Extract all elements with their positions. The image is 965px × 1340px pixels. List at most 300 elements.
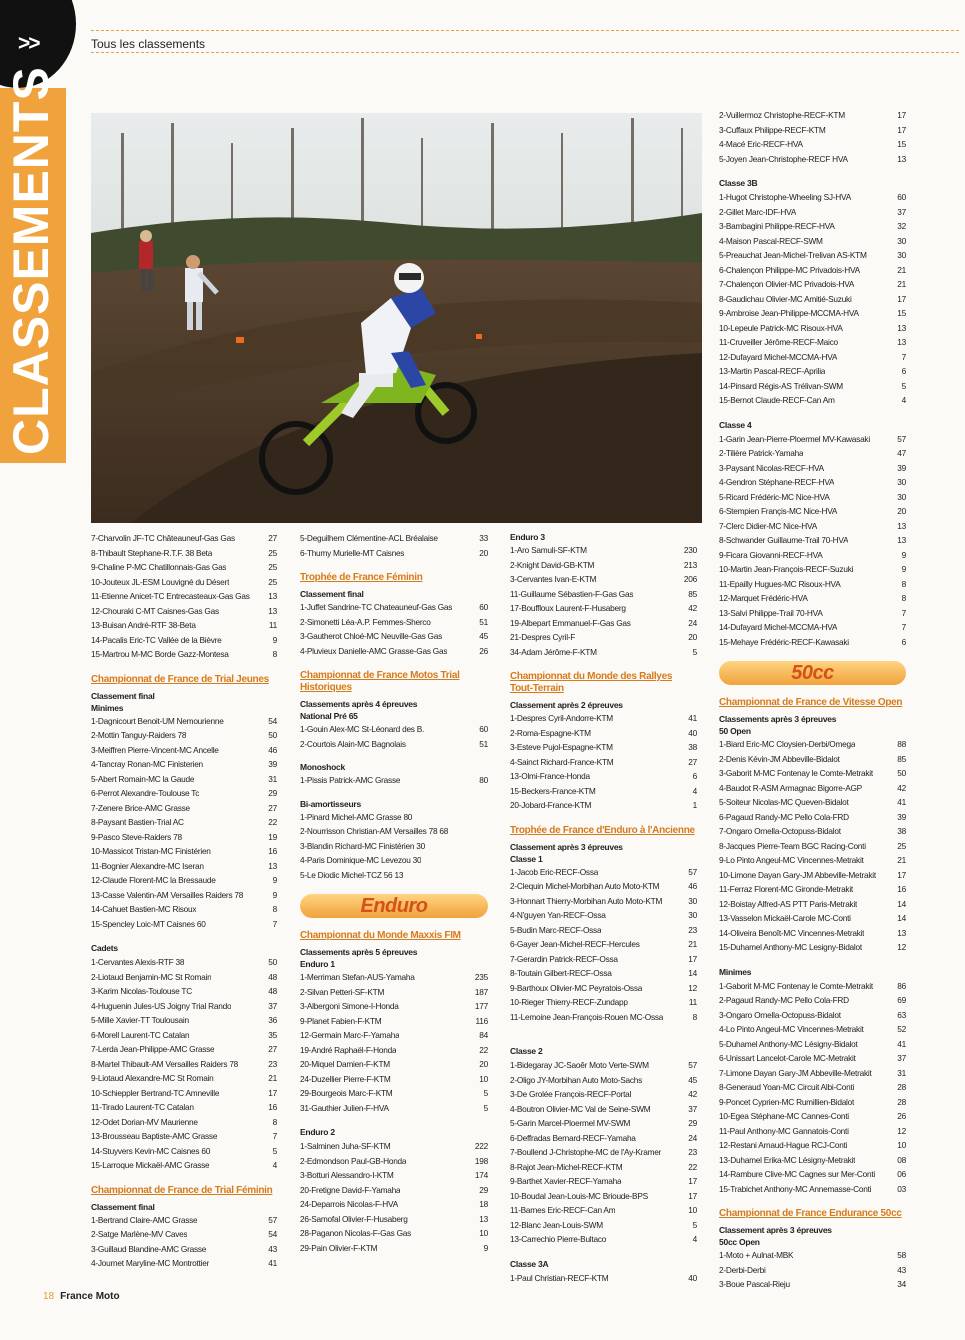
competitor-name: 1-Hugot Christophe-Wheeling SJ-HVA bbox=[719, 192, 851, 202]
points-value: 18 bbox=[479, 1199, 488, 1209]
spacer bbox=[510, 1024, 697, 1034]
points-value: 17 bbox=[688, 1190, 697, 1201]
competitor-name: 4-Sainct Richard-France-KTM bbox=[510, 756, 614, 767]
competitor-name: 2-Roma-Espagne-KTM bbox=[510, 727, 591, 738]
competitor-name: 9-Ficara Giovanni-RECF-HVA bbox=[719, 549, 823, 560]
points-value: 9 bbox=[483, 1242, 488, 1253]
points-value: 8 bbox=[272, 904, 277, 914]
result-row bbox=[719, 1263, 906, 1278]
points-value: 32 bbox=[897, 221, 906, 231]
points-value: 17 bbox=[897, 124, 906, 135]
competitor-name: 4-Maison Pascal-RECF-SWM bbox=[719, 235, 823, 246]
points-value: 37 bbox=[897, 1053, 906, 1063]
classification-subheading: Enduro 1 bbox=[300, 959, 335, 969]
competitor-name: 6-Chalençon Philippe-MC Privadois-HVA bbox=[719, 264, 860, 275]
result-row bbox=[91, 1129, 277, 1144]
result-row bbox=[719, 277, 906, 292]
competitor-name: 3-Meiffren Pierre-Vincent-MC Ancelle bbox=[91, 744, 219, 755]
result-row bbox=[91, 1158, 277, 1173]
competitor-name: 4-Huguenin Jules-US Joigny Trial Rando bbox=[91, 1000, 232, 1011]
points-value: 54 bbox=[268, 1229, 277, 1239]
competitor-name: 4-Lo Pinto Angeul-MC Vincennes-Metrakit bbox=[719, 1024, 864, 1034]
result-row bbox=[91, 1042, 277, 1057]
motocross-rider-image bbox=[91, 113, 702, 523]
competitor-name: 3-De Grolée François-RECF-Portal bbox=[510, 1089, 632, 1099]
result-row bbox=[719, 137, 906, 152]
competitor-name: 14-Cahuet Bastien-MC Risoux bbox=[91, 904, 197, 914]
competitor-name: 20-Jobard-France-KTM bbox=[510, 800, 592, 810]
points-value: 46 bbox=[268, 744, 277, 755]
points-value: 13 bbox=[897, 153, 906, 164]
competitor-name: 1-Salminen Juha-SF-KTM bbox=[300, 1141, 391, 1151]
points-value: 20 bbox=[897, 506, 906, 516]
competitor-name: 7-Limone Dayan Gary-JM Abbeville-Metrakit bbox=[719, 1067, 872, 1078]
points-value: 42 bbox=[688, 1089, 697, 1099]
classification-subheading: Classement après 3 épreuves bbox=[719, 1225, 832, 1235]
competitor-name: 1-Paul Christian-RECF-KTM bbox=[510, 1272, 609, 1283]
result-row bbox=[300, 824, 488, 839]
result-row bbox=[719, 1008, 906, 1023]
result-row bbox=[719, 766, 906, 781]
competitor-name: 4-Paris Dominique-MC Levezou 30 bbox=[300, 855, 422, 865]
competitor-name: 8-Generaud Yoan-MC Circuit Albi-Conti bbox=[719, 1082, 855, 1092]
result-row bbox=[510, 1145, 697, 1160]
classification-subheading: National Pré 65 bbox=[300, 711, 358, 721]
points-value: 13 bbox=[268, 591, 277, 601]
competitor-name: 6-Stempien Françis-MC Nice-HVA bbox=[719, 506, 838, 516]
result-row bbox=[719, 504, 906, 519]
points-value: 10 bbox=[897, 1140, 906, 1150]
page-header-title: Tous les classements bbox=[91, 37, 206, 51]
points-value: 8 bbox=[272, 649, 277, 659]
results-column-4 bbox=[719, 108, 906, 1292]
points-value: 60 bbox=[897, 192, 906, 202]
points-value: 27 bbox=[268, 1044, 277, 1054]
result-row bbox=[719, 461, 906, 476]
competitor-name: 1-Cervantes Alexis-RTF 38 bbox=[91, 957, 185, 967]
points-value: 116 bbox=[475, 1015, 488, 1026]
points-value: 17 bbox=[897, 110, 906, 120]
result-row bbox=[719, 1153, 906, 1168]
competitor-name: 5-Preauchat Jean-Michel-Trelivan AS-KTM bbox=[719, 250, 867, 260]
points-value: 28 bbox=[897, 1096, 906, 1107]
competitor-name: 12-Marquet Frédéric-HVA bbox=[719, 593, 808, 603]
points-value: 23 bbox=[688, 924, 697, 935]
result-row bbox=[719, 1080, 906, 1095]
result-row bbox=[510, 572, 697, 587]
result-row bbox=[719, 1095, 906, 1110]
points-value: 9 bbox=[272, 634, 277, 645]
competitor-name: 7-Gerardin Patrick-RECF-Ossa bbox=[510, 953, 618, 964]
competitor-name: 1-Juffet Sandrine-TC Chateauneuf-Gas Gas bbox=[300, 602, 453, 612]
category-heading: Classe 4 bbox=[719, 419, 752, 430]
result-row bbox=[91, 984, 277, 999]
result-row bbox=[300, 644, 488, 659]
competitor-name: 1-Garin Jean-Pierre-Ploermel MV-Kawasaki bbox=[719, 433, 870, 444]
competitor-name: 13-Martin Pascal-RECF-Aprilia bbox=[719, 366, 826, 376]
points-value: 39 bbox=[268, 759, 277, 769]
points-value: 41 bbox=[688, 713, 697, 723]
points-value bbox=[484, 868, 488, 883]
result-row bbox=[510, 1232, 697, 1247]
points-value: 13 bbox=[268, 605, 277, 616]
competitor-name: 12-Germain Marc-F-Yamaha bbox=[300, 1030, 400, 1040]
points-value: 29 bbox=[688, 1118, 697, 1128]
result-row bbox=[300, 1226, 488, 1241]
competitor-name: 3-Cuffaux Philippe-RECF-KTM bbox=[719, 124, 826, 135]
result-row bbox=[719, 432, 906, 447]
points-value: 14 bbox=[688, 968, 697, 978]
competitor-name: 13-Buisan André-RTF 38-Beta bbox=[91, 620, 196, 630]
competitor-name: 4-N'guyen Yan-RECF-Ossa bbox=[510, 910, 606, 920]
result-row bbox=[719, 1109, 906, 1124]
points-value: 23 bbox=[268, 1058, 277, 1069]
competitor-name: 11-Tirado Laurent-TC Catalan bbox=[91, 1102, 194, 1112]
competitor-name: 11-Epailly Hugues-MC Risoux-HVA bbox=[719, 578, 841, 589]
result-row bbox=[719, 379, 906, 394]
classification-subheading: Enduro 3 bbox=[510, 532, 545, 542]
result-row bbox=[719, 123, 906, 138]
competitor-name: 12-Dufayard Michel-MCCMA-HVA bbox=[719, 351, 838, 362]
result-row bbox=[719, 205, 906, 220]
points-value: 24 bbox=[688, 1132, 697, 1143]
competitor-name: 3-Gaborit M-MC Fontenay le Comte-Metrakit bbox=[719, 768, 873, 778]
points-value: 28 bbox=[897, 1082, 906, 1092]
result-row bbox=[510, 1116, 697, 1131]
points-value: 222 bbox=[474, 1141, 488, 1151]
result-row bbox=[719, 926, 906, 941]
competitor-name: 5-Deguilhem Clémentine-ACL Bréalaise bbox=[300, 533, 438, 543]
competitor-name: 9-Liotaud Alexandre-MC St Romain bbox=[91, 1073, 214, 1083]
result-row bbox=[719, 475, 906, 490]
result-row bbox=[510, 726, 697, 741]
result-row bbox=[91, 560, 277, 575]
result-row bbox=[510, 1073, 697, 1088]
section-banner: Enduro bbox=[300, 894, 488, 918]
result-row bbox=[510, 981, 697, 996]
classification-subheading: 50cc Open bbox=[719, 1237, 760, 1247]
points-value: 37 bbox=[268, 1000, 277, 1011]
competitor-name: 11-Bognier Alexandre-MC Iseran bbox=[91, 860, 204, 871]
points-value: 31 bbox=[268, 773, 277, 784]
result-row bbox=[91, 772, 277, 787]
result-row bbox=[719, 335, 906, 350]
competitor-name: 2-Edmondson Paul-GB-Honda bbox=[300, 1155, 407, 1166]
page-number: 18 bbox=[43, 1291, 55, 1302]
points-value: 24 bbox=[688, 617, 697, 628]
competitor-name: 20-Fretigne David-F-Yamaha bbox=[300, 1184, 401, 1195]
points-value: 11 bbox=[268, 620, 277, 630]
competitor-name: 9-Barthoux Olivier-MC Peyratois-Ossa bbox=[510, 982, 643, 993]
competitor-name: 12-Blanc Jean-Louis-SWM bbox=[510, 1219, 603, 1230]
classification-subheading: Bi-amortisseurs bbox=[300, 798, 361, 809]
points-value: 12 bbox=[688, 982, 697, 993]
result-row bbox=[719, 979, 906, 994]
competitor-name: 2-Denis Kévin-JM Abbeville-Bidalot bbox=[719, 753, 840, 764]
points-value: 13 bbox=[479, 1213, 488, 1224]
result-row bbox=[719, 577, 906, 592]
points-value: 38 bbox=[688, 742, 697, 752]
points-value: 13 bbox=[897, 927, 906, 938]
competitor-name: 13-Casse Valentin-AM Versailles Raiders 78 bbox=[91, 889, 244, 900]
results-column-2 bbox=[300, 531, 488, 1255]
points-value: 60 bbox=[479, 724, 488, 734]
competitor-name: 1-Despres Cyril-Andorre-KTM bbox=[510, 713, 613, 723]
result-row bbox=[719, 490, 906, 505]
result-row bbox=[300, 810, 488, 825]
competitor-name: 12-Chouraki C-MT Caisnes-Gas Gas bbox=[91, 605, 219, 616]
points-value: 30 bbox=[897, 250, 906, 260]
competitor-name: 8-Toutain Gilbert-RECF-Ossa bbox=[510, 968, 612, 978]
competitor-name: 10-Egea Stéphane-MC Cannes-Conti bbox=[719, 1111, 849, 1121]
result-row bbox=[510, 587, 697, 602]
result-row bbox=[510, 1087, 697, 1102]
result-row bbox=[510, 784, 697, 799]
competitor-name: 10-Rieger Thierry-RECF-Zundapp bbox=[510, 997, 628, 1007]
points-value: 5 bbox=[692, 1219, 697, 1230]
competitor-name: 10-Massicot Tristan-MC Finistérien bbox=[91, 846, 211, 856]
section-title-vertical: CLASSEMENTS bbox=[3, 66, 59, 455]
result-row bbox=[719, 882, 906, 897]
result-row bbox=[719, 606, 906, 621]
competitor-name: 2-Knight David-GB-KTM bbox=[510, 559, 595, 570]
points-value: 57 bbox=[688, 866, 697, 877]
section-banner: 50cc bbox=[719, 661, 906, 685]
competitor-name: 24-Duzellier Pierre-F-KTM bbox=[300, 1073, 391, 1084]
result-row bbox=[91, 786, 277, 801]
result-row bbox=[719, 868, 906, 883]
competitor-name: 12-Boistay Alfred-AS PTT Paris-Metrakit bbox=[719, 898, 858, 909]
result-row bbox=[719, 446, 906, 461]
result-row bbox=[510, 952, 697, 967]
points-value: 29 bbox=[268, 788, 277, 798]
result-row bbox=[300, 1086, 488, 1101]
result-row bbox=[300, 600, 488, 615]
result-row bbox=[510, 1160, 697, 1175]
points-value: 57 bbox=[688, 1060, 697, 1070]
competitor-name: 12-Claude Florent-MC la Bressaude bbox=[91, 875, 216, 885]
points-value: 10 bbox=[479, 1228, 488, 1238]
points-value: 177 bbox=[474, 1001, 488, 1011]
result-row bbox=[300, 773, 488, 788]
result-row bbox=[719, 635, 906, 650]
points-value: 41 bbox=[897, 797, 906, 807]
competitor-name: 7-Lerda Jean-Philippe-AMC Grasse bbox=[91, 1044, 215, 1054]
points-value: 50 bbox=[897, 768, 906, 778]
result-row bbox=[300, 1183, 488, 1198]
result-row bbox=[91, 1213, 277, 1228]
result-row bbox=[510, 1271, 697, 1286]
points-value: 27 bbox=[688, 756, 697, 767]
points-value: 5 bbox=[272, 1145, 277, 1156]
competitor-name: 12-Odet Dorian-MV Maurienne bbox=[91, 1116, 198, 1127]
result-row bbox=[719, 1167, 906, 1182]
competitor-name: 3-Guillaud Blandine-AMC Grasse bbox=[91, 1243, 207, 1254]
result-row bbox=[510, 1218, 697, 1233]
points-value: 21 bbox=[268, 1073, 277, 1083]
result-row bbox=[510, 937, 697, 952]
result-row bbox=[510, 740, 697, 755]
competitor-name: 6-Gayer Jean-Michel-RECF-Hercules bbox=[510, 939, 640, 949]
result-row bbox=[719, 321, 906, 336]
competitor-name: 6-Deffradas Bernard-RECF-Yamaha bbox=[510, 1132, 636, 1143]
result-row bbox=[510, 1058, 697, 1073]
result-row bbox=[719, 393, 906, 408]
competitor-name: 21-Despres Cyril-F bbox=[510, 632, 576, 642]
result-row bbox=[510, 543, 697, 558]
competitor-name: 10-Lepeule Patrick-MC Risoux-HVA bbox=[719, 322, 843, 333]
result-row bbox=[719, 1248, 906, 1263]
result-row bbox=[91, 955, 277, 970]
points-value: 7 bbox=[901, 607, 906, 618]
competitor-name: 2-Liotaud Benjamin-MC St Romain bbox=[91, 971, 212, 982]
result-row bbox=[300, 722, 488, 737]
result-row bbox=[91, 970, 277, 985]
points-value: 30 bbox=[897, 235, 906, 246]
championship-heading: Trophée de France Féminin bbox=[300, 572, 423, 583]
competitor-name: 7-Clerc Didier-MC Nice-HVA bbox=[719, 520, 817, 531]
result-row bbox=[91, 1256, 277, 1271]
classification-subheading: Classements après 3 épreuves bbox=[719, 714, 837, 724]
points-value: 41 bbox=[897, 1038, 906, 1049]
points-value: 06 bbox=[897, 1169, 906, 1179]
result-row bbox=[300, 1072, 488, 1087]
points-value: 40 bbox=[688, 727, 697, 738]
result-row bbox=[719, 562, 906, 577]
points-value: 14 bbox=[897, 913, 906, 923]
competitor-name: 19-André Raphaël-F-Honda bbox=[300, 1044, 397, 1055]
competitor-name: 3-Ongaro Ornella-Octopuss-Bidalot bbox=[719, 1009, 841, 1020]
competitor-name: 2-Nourrisson Christian-AM Versailles 78 68 bbox=[300, 826, 449, 836]
classification-subheading: Classement après 2 épreuves bbox=[510, 700, 623, 710]
result-row bbox=[719, 1138, 906, 1153]
points-value: 22 bbox=[268, 817, 277, 827]
result-row bbox=[719, 219, 906, 234]
competitor-name: 10-Limone Dayan Gary-JM Abbeville-Metrakit bbox=[719, 869, 876, 880]
classification-subheading: 50 Open bbox=[719, 726, 751, 736]
points-value: 206 bbox=[683, 574, 697, 584]
points-value: 30 bbox=[897, 477, 906, 487]
motocross-photo bbox=[91, 113, 702, 523]
points-value: 39 bbox=[897, 462, 906, 473]
points-value bbox=[484, 853, 488, 868]
points-value: 15 bbox=[897, 139, 906, 149]
points-value: 7 bbox=[272, 918, 277, 929]
points-value: 43 bbox=[897, 1264, 906, 1275]
result-row bbox=[719, 364, 906, 379]
competitor-name: 7-Boullend J-Christophe-MC de l'Ay-Kramer bbox=[510, 1147, 662, 1157]
classification-subheading: Classe 1 bbox=[510, 853, 543, 864]
points-value: 69 bbox=[897, 995, 906, 1005]
competitor-name: 15-Spencley Loic-MT Caisnes 60 bbox=[91, 918, 206, 929]
result-row bbox=[719, 752, 906, 767]
result-row bbox=[719, 1182, 906, 1197]
points-value: 10 bbox=[479, 1073, 488, 1084]
points-value: 17 bbox=[688, 1176, 697, 1186]
competitor-name: 2-Clequin Michel-Morbihan Auto Moto-KTM bbox=[510, 881, 660, 891]
points-value: 10 bbox=[688, 1205, 697, 1215]
points-value: 63 bbox=[897, 1009, 906, 1020]
result-row bbox=[719, 1022, 906, 1037]
result-row bbox=[510, 1010, 697, 1025]
points-value: 187 bbox=[474, 986, 488, 997]
result-row bbox=[91, 633, 277, 648]
points-value: 20 bbox=[688, 632, 697, 642]
points-value: 50 bbox=[268, 957, 277, 967]
points-value: 46 bbox=[688, 881, 697, 891]
competitor-name: 11-Barnes Eric-RECF-Can Am bbox=[510, 1205, 616, 1215]
points-value: 26 bbox=[479, 645, 488, 656]
competitor-name: 9-Chaline P-MC Chatillonnais-Gas Gas bbox=[91, 562, 227, 572]
header-rule-top bbox=[91, 30, 959, 31]
result-row bbox=[510, 995, 697, 1010]
result-row bbox=[300, 868, 488, 883]
result-row bbox=[300, 1014, 488, 1029]
competitor-name: 28-Paganon Nicolas-F-Gas Gas bbox=[300, 1228, 412, 1238]
spacer bbox=[300, 788, 488, 798]
result-row bbox=[91, 728, 277, 743]
result-row bbox=[510, 616, 697, 631]
points-value: 38 bbox=[897, 826, 906, 836]
competitor-name: 7-Charvolin JF-TC Châteauneuf-Gas Gas bbox=[91, 533, 235, 543]
result-row bbox=[719, 810, 906, 825]
result-row bbox=[510, 558, 697, 573]
points-value: 213 bbox=[683, 559, 697, 570]
points-value: 198 bbox=[474, 1155, 488, 1166]
points-value: 31 bbox=[897, 1067, 906, 1078]
result-row bbox=[510, 1189, 697, 1204]
competitor-name: 19-Albepart Emmanuel-F-Gas Gas bbox=[510, 617, 631, 628]
points-value: 48 bbox=[268, 971, 277, 982]
competitor-name: 6-Morell Laurent-TC Catalan bbox=[91, 1029, 190, 1040]
result-row bbox=[91, 1242, 277, 1257]
competitor-name: 3-Esteve Pujol-Espagne-KTM bbox=[510, 742, 613, 752]
competitor-name: 5-Soiteur Nicolas-MC Queven-Bidalot bbox=[719, 797, 849, 807]
competitor-name: 14-Pinsard Régis-AS Trélivan-SWM bbox=[719, 380, 843, 391]
result-row bbox=[300, 1139, 488, 1154]
result-row bbox=[719, 824, 906, 839]
classification-subheading: Classement final bbox=[91, 690, 155, 701]
points-value: 8 bbox=[901, 578, 906, 589]
points-value: 16 bbox=[897, 884, 906, 894]
points-value: 43 bbox=[268, 1243, 277, 1254]
points-value: 50 bbox=[268, 730, 277, 740]
result-row bbox=[510, 711, 697, 726]
competitor-name: 7-Zenere Brice-AMC Grasse bbox=[91, 802, 190, 813]
competitor-name: 3-Blandin Richard-MC Finistérien 30 bbox=[300, 840, 425, 851]
result-row bbox=[719, 940, 906, 955]
points-value: 6 bbox=[692, 771, 697, 781]
competitor-name: 1-Gouin Alex-MC St-Léonard des B. bbox=[300, 724, 425, 734]
competitor-name: 6-Unissart Lancelot-Carole MC-Metrakit bbox=[719, 1053, 856, 1063]
points-value: 12 bbox=[897, 1125, 906, 1136]
points-value: 42 bbox=[688, 603, 697, 613]
competitor-name: 1-Gaborit M-MC Fontenay le Comte-Metrakit bbox=[719, 980, 873, 991]
competitor-name: 14-Rambure Clive-MC Cagnes sur Mer-Conti bbox=[719, 1169, 875, 1179]
points-value: 51 bbox=[479, 738, 488, 749]
competitor-name: 9-Ambroise Jean-Philippe-MCCMA-HVA bbox=[719, 308, 859, 318]
competitor-name: 9-Barthet Xavier-RECF-Yamaha bbox=[510, 1176, 622, 1186]
competitor-name: 4-Baudot R-ASM Armagnac Bigorre-AGP bbox=[719, 782, 862, 793]
result-row bbox=[91, 873, 277, 888]
result-row bbox=[300, 1101, 488, 1116]
competitor-name: 1-Bidegaray JC-Saoêr Moto Verte-SWM bbox=[510, 1060, 649, 1070]
competitor-name: 10-Martin Jean-François-RECF-Suzuki bbox=[719, 564, 854, 574]
competitor-name: 8-Gaudichau Olivier-MC Amitié-Suzuki bbox=[719, 293, 852, 304]
points-value: 25 bbox=[897, 840, 906, 851]
result-row bbox=[91, 647, 277, 662]
points-value: 13 bbox=[897, 535, 906, 545]
